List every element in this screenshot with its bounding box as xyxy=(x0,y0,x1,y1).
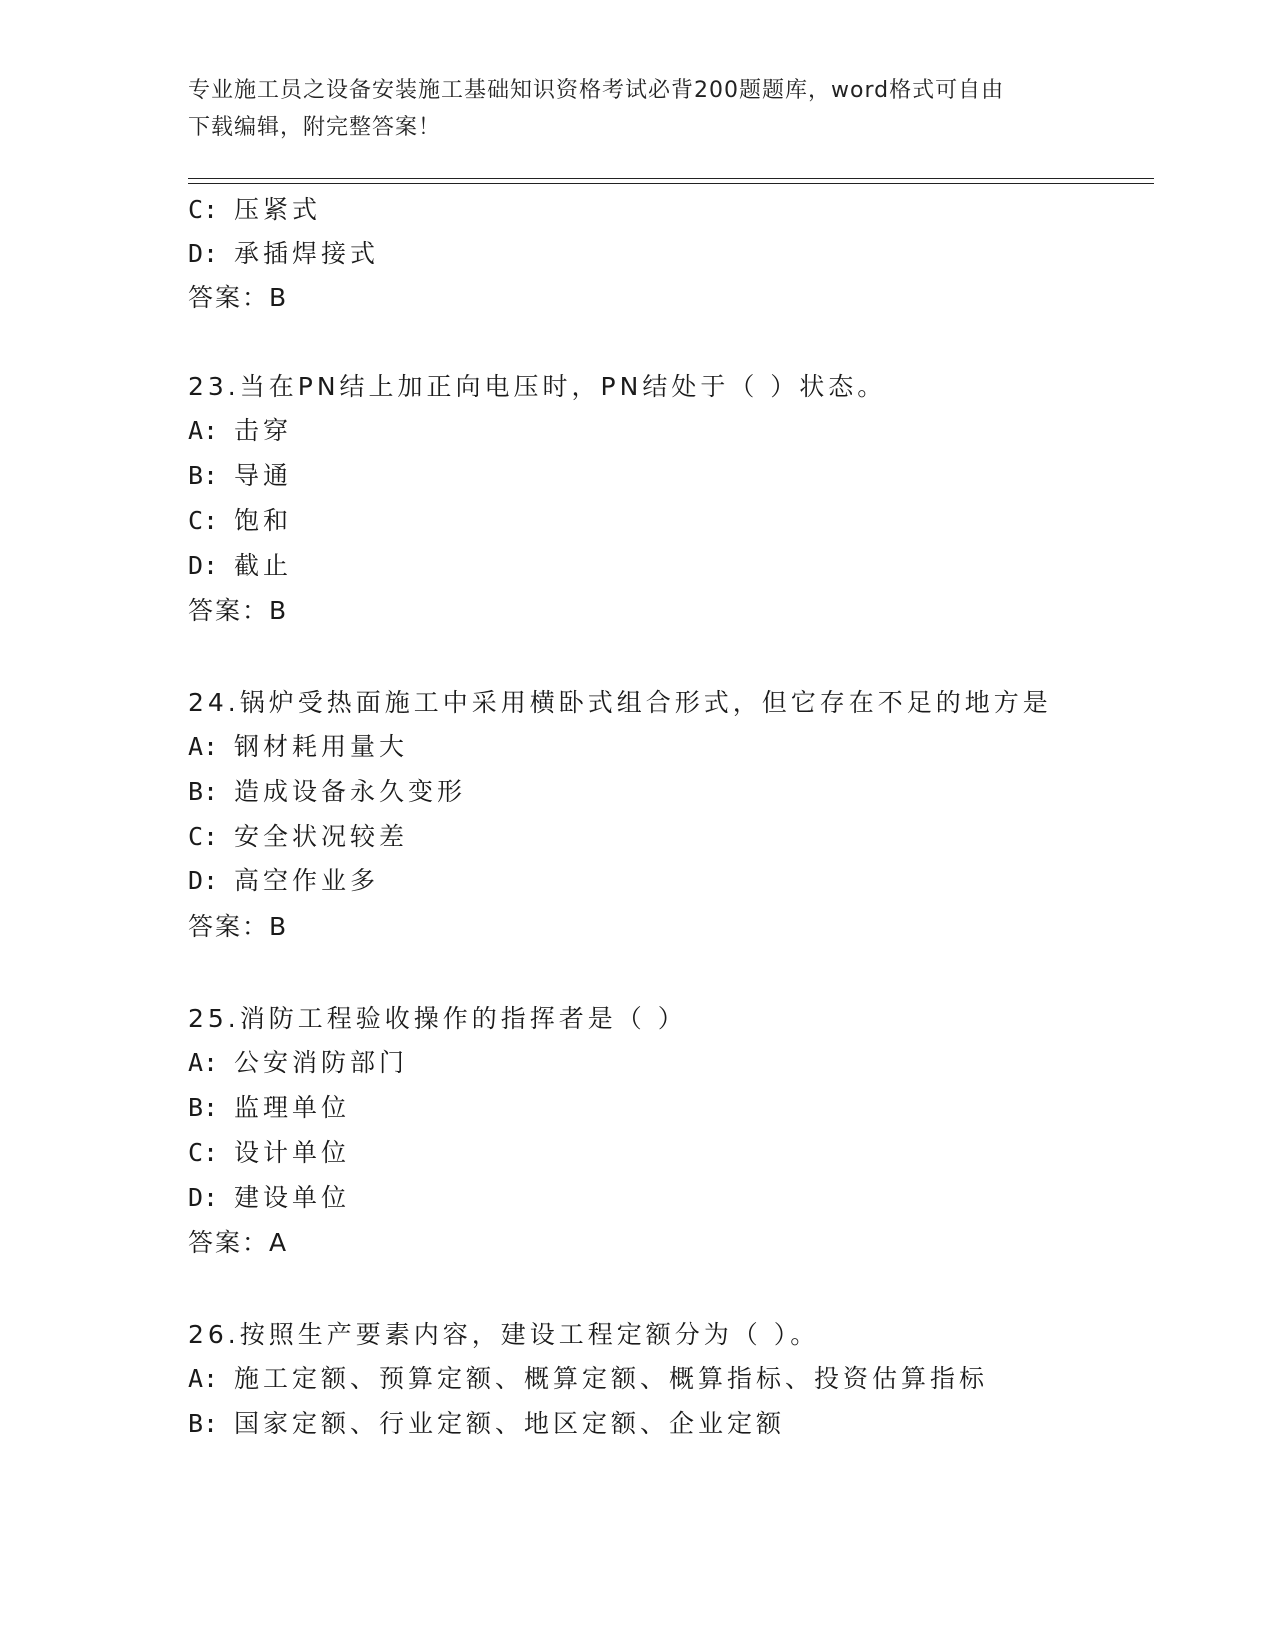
option-label: C: xyxy=(188,1138,219,1167)
option-text: 导通 xyxy=(234,461,293,490)
option-label: D: xyxy=(188,551,219,580)
option-text: 击穿 xyxy=(234,416,293,445)
option-label: A: xyxy=(188,1048,219,1077)
header-divider-bottom xyxy=(188,183,1154,184)
option-b xyxy=(188,459,292,493)
header-line-1: 专业施工员之设备安装施工基础知识资格考试必背200题题库，word格式可自由 xyxy=(188,78,1005,103)
option-label: A: xyxy=(188,1364,219,1393)
option-text: 饱和 xyxy=(234,506,293,535)
option-label: C: xyxy=(188,506,219,535)
question-23: 23.当在PN结上加正向电压时，PN结处于（ ）状态。 xyxy=(188,372,887,401)
option-label: D: xyxy=(188,866,219,895)
answer: 答案：B xyxy=(188,912,289,941)
option-label: B: xyxy=(188,1093,219,1122)
document-header xyxy=(188,72,1088,146)
option-a xyxy=(188,1362,988,1396)
option-label: B: xyxy=(188,777,219,806)
option-text: 监理单位 xyxy=(234,1093,351,1122)
option-text: 建设单位 xyxy=(234,1183,351,1212)
option-c xyxy=(188,820,408,854)
option-label: D: xyxy=(188,1183,219,1212)
option-b xyxy=(188,1407,785,1441)
answer: 答案：A xyxy=(188,1228,289,1257)
option-label: C: xyxy=(188,822,219,851)
option-a xyxy=(188,1046,408,1080)
option-a xyxy=(188,730,408,764)
option-text: 高空作业多 xyxy=(234,866,380,895)
header-divider-top xyxy=(188,178,1154,179)
option-text: 截止 xyxy=(234,551,293,580)
option-d xyxy=(188,549,292,583)
option-label: A: xyxy=(188,732,219,761)
option-c xyxy=(188,193,321,227)
option-text: 施工定额、预算定额、概算定额、概算指标、投资估算指标 xyxy=(234,1364,989,1393)
option-label: A: xyxy=(188,416,219,445)
option-text: 压紧式 xyxy=(234,195,322,224)
option-b xyxy=(188,1091,350,1125)
header-line-2: 下载编辑，附完整答案！ xyxy=(188,115,442,140)
option-text: 钢材耗用量大 xyxy=(234,732,409,761)
option-label: B: xyxy=(188,1409,219,1438)
option-b xyxy=(188,775,466,809)
option-text: 造成设备永久变形 xyxy=(234,777,467,806)
option-c xyxy=(188,1136,350,1170)
option-d xyxy=(188,1181,350,1215)
option-label: B: xyxy=(188,461,219,490)
option-d xyxy=(188,864,379,898)
option-text: 国家定额、行业定额、地区定额、企业定额 xyxy=(234,1409,786,1438)
option-d xyxy=(188,237,379,271)
option-a xyxy=(188,414,292,448)
option-text: 安全状况较差 xyxy=(234,822,409,851)
option-text: 承插焊接式 xyxy=(234,239,380,268)
option-label: C: xyxy=(188,195,219,224)
answer: 答案：B xyxy=(188,596,289,625)
question-26: 26.按照生产要素内容，建设工程定额分为（ ）。 xyxy=(188,1320,820,1349)
question-24: 24.锅炉受热面施工中采用横卧式组合形式，但它存在不足的地方是 xyxy=(188,688,1052,717)
answer: 答案：B xyxy=(188,283,289,312)
option-text: 设计单位 xyxy=(234,1138,351,1167)
option-text: 公安消防部门 xyxy=(234,1048,409,1077)
question-25: 25.消防工程验收操作的指挥者是（ ） xyxy=(188,1004,687,1033)
option-c xyxy=(188,504,292,538)
option-label: D: xyxy=(188,239,219,268)
